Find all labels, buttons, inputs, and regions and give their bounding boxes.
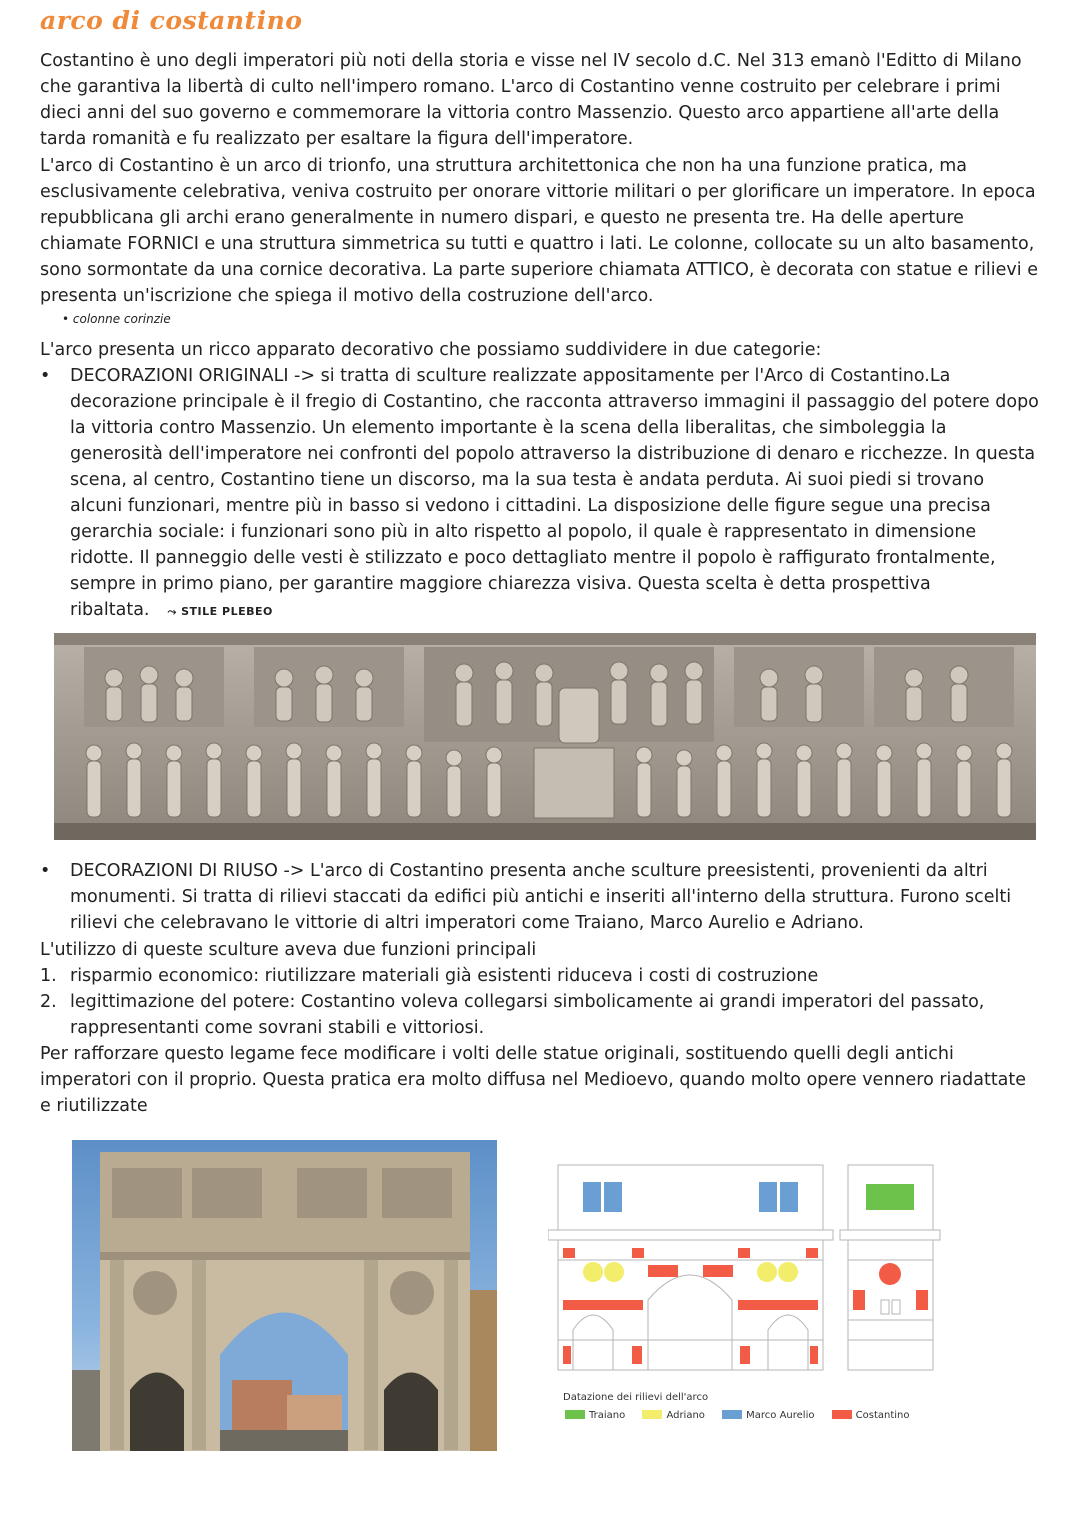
reuse-decorations-item [40,858,1040,936]
bullet: • [40,366,51,386]
legend-swatch [565,1410,585,1419]
function-item-2 [40,989,1040,1041]
legend-item-adriano: Adriano [642,1410,705,1421]
original-decorations-item [40,363,1040,625]
function-text: legittimazione del potere: Costantino voleva collegarsi simbolicamente ai grandi imperatori del passato, rappresentanti come sovrani stabili e vittoriosi. [70,992,985,1038]
decor-intro: L'arco presenta un ricco apparato decorativo che possiamo suddividere in due categorie: [40,340,822,360]
note-style: ⤳ STILE PLEBEO [167,605,273,618]
legend [565,1410,924,1421]
frieze-photo [54,633,1036,840]
page-title: arco di costantino [40,6,303,35]
function-number: 2. [40,992,57,1012]
note-columns: • colonne corinzie [62,312,171,326]
legend-item-traiano: Traiano [565,1410,625,1421]
function-number: 1. [40,966,57,986]
bullet: • [40,861,51,881]
conclusion-paragraph: Per rafforzare questo legame fece modificare i volti delle statue originali, sostituendo quelli degli antichi imperatori con il proprio. Questa pratica era molto diffusa nel Medioevo, quando molto opere vennero riadattate e riutilizzate [40,1044,1027,1116]
reuse-decorations-text: DECORAZIONI DI RIUSO -> L'arco di Costantino presenta anche sculture preesistenti, provenienti da altri monumenti. Si tratta di rilievi staccati da edifici più antichi e inseriti all'interno della struttura. Furono scelti rilievi che celebravano le vittorie di altri imperatori come Traiano, Marco Aurelio e Adriano. [70,861,1012,933]
legend-item-costantino: Costantino [832,1410,910,1421]
arch-photo [72,1140,497,1451]
legend-swatch [832,1410,852,1419]
original-decorations-text: DECORAZIONI ORIGINALI -> si tratta di sculture realizzate appositamente per l'Arco di Costantino.La decorazione principale è il fregio di Costantino, che racconta attraverso immagini il passaggio del potere dopo la vittoria contro Massenzio. Un elemento importante è la scena della liberalitas, che simboleggia la generosità dell'imperatore nei confronti del popolo attraverso la distribuzione di denaro e ricchezze. In questa scena, al centro, Costantino tiene un discorso, ma la sua testa è andata perduta. Ai suoi piedi si trovano alcuni funzionari, mentre più in basso si vedono i cittadini. La disposizione delle figure segue una precisa gerarchia sociale: i funzionari sono più in alto rispetto al popolo, il quale è rappresentato in dimensione ridotte. Il panneggio delle vesti è stilizzato e poco dettagliato mentre il popolo è raffigurato frontalmente, sempre in primo piano, per garantire maggiore chiarezza visiva. Questa scelta è detta prospettiva ribaltata. ⤳ STILE PLEBEO [70,366,1039,620]
function-text: risparmio economico: riutilizzare materiali già esistenti riduceva i costi di costruzione [70,966,819,986]
legend-title: Datazione dei rilievi dell'arco [563,1392,709,1403]
relief-dating-diagram [548,1160,958,1430]
description-paragraph: L'arco di Costantino è un arco di trionfo, una struttura architettonica che non ha una funzione pratica, ma esclusivamente celebrativa, veniva costruito per onorare vittorie militari o per glorificare un imperatore. In epoca repubblicana gli archi erano generalmente in numero dispari, e questo ne presenta tre. Ha delle aperture chiamate FORNICI e una struttura simmetrica su tutti e quattro i lati. Le colonne, collocate su un alto basamento, sono sormontate da una cornice decorativa. La parte superiore chiamata ATTICO, è decorata con statue e rilievi e presenta un'iscrizione che spiega il motivo della costruzione dell'arco. [40,156,1038,306]
legend-swatch [642,1410,662,1419]
reuse-functions-intro: L'utilizzo di queste sculture aveva due funzioni principali [40,940,537,960]
function-item-1 [40,963,1040,989]
legend-swatch [722,1410,742,1419]
intro-paragraph: Costantino è uno degli imperatori più noti della storia e visse nel IV secolo d.C. Nel 313 emanò l'Editto di Milano che garantiva la libertà di culto nell'impero romano. L'arco di Costantino venne costruito per celebrare i primi dieci anni del suo governo e commemorare la vittoria contro Massenzio. Questo arco appartiene all'arte della tarda romanità e fu realizzato per esaltare la figura dell'imperatore. [40,51,1022,149]
legend-item-marco-aurelio: Marco Aurelio [722,1410,814,1421]
